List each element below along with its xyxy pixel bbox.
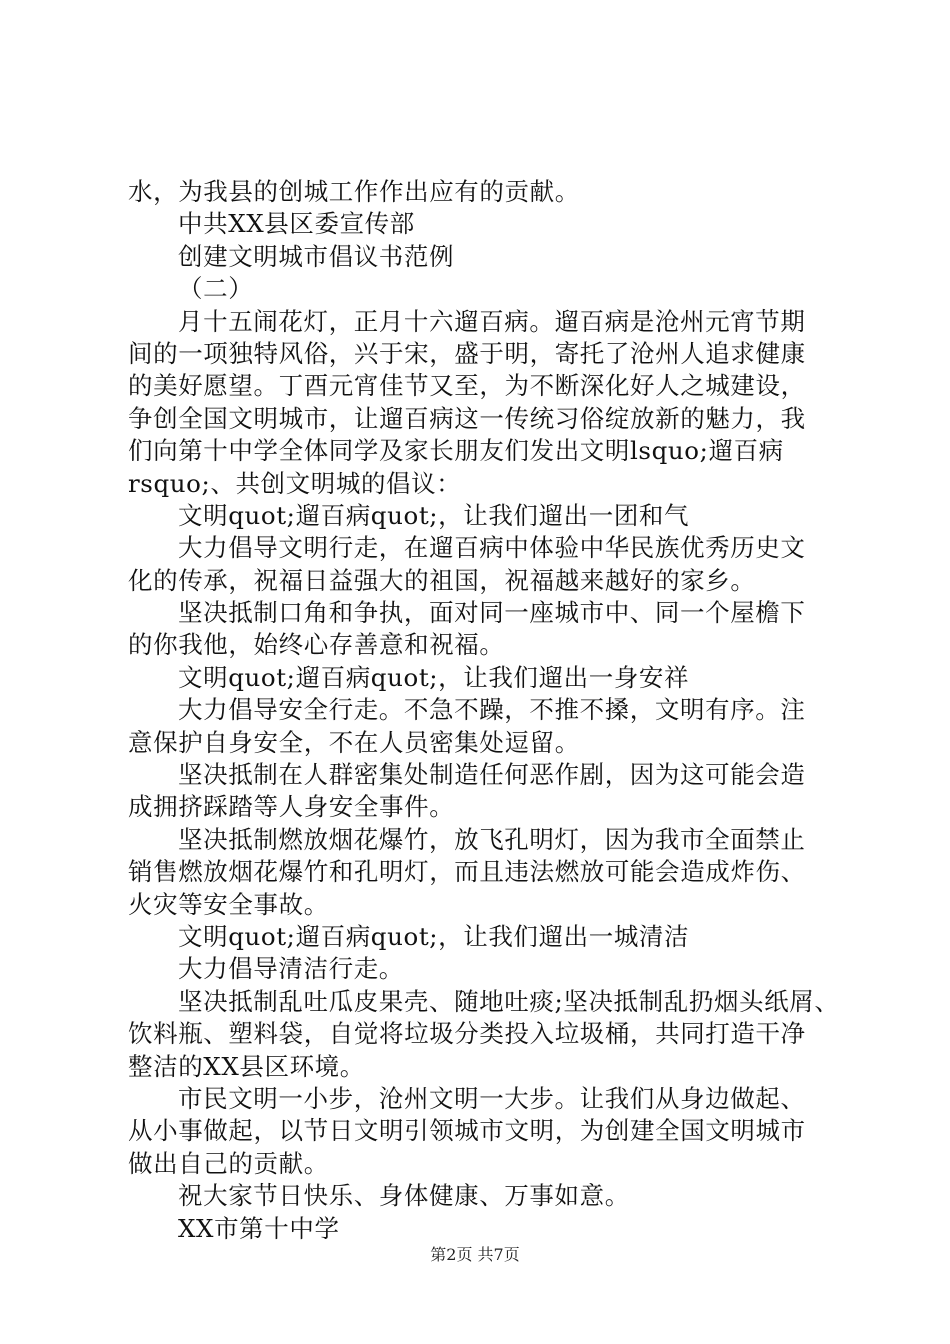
paragraph-line: 的你我他，始终心存善意和祝福。 <box>128 630 505 660</box>
signature-line: XX市第十中学 <box>178 1213 340 1243</box>
section-number: （二） <box>178 274 254 304</box>
subheading-line: 文明quot;遛百病quot;，让我们遛出一身安祥 <box>178 662 690 692</box>
subheading-line: 文明quot;遛百病quot;，让我们遛出一城清洁 <box>178 921 690 951</box>
paragraph-line: 月十五闹花灯，正月十六遛百病。遛百病是沧州元宵节期 <box>178 306 806 336</box>
paragraph-line: 意保护自身安全，不在人员密集处逗留。 <box>128 727 580 757</box>
paragraph-line: 间的一项独特风俗，兴于宋，盛于明，寄托了沧州人追求健康 <box>128 338 806 368</box>
issuer-line: 中共XX县区委宣传部 <box>178 209 415 239</box>
paragraph-line: 的美好愿望。丁酉元宵佳节又至，为不断深化好人之城建设， <box>128 371 806 401</box>
paragraph-line: 坚决抵制口角和争执，面对同一座城市中、同一个屋檐下 <box>178 598 806 628</box>
subheading-line: 文明quot;遛百病quot;，让我们遛出一团和气 <box>178 500 690 530</box>
paragraph-line: 成拥挤踩踏等人身安全事件。 <box>128 792 455 822</box>
paragraph-line: 做出自己的贡献。 <box>128 1148 329 1178</box>
paragraph-line: 整洁的XX县区环境。 <box>128 1051 365 1081</box>
body-line: 水，为我县的创城工作作出应有的贡献。 <box>128 177 580 206</box>
paragraph-line: 销售燃放烟花爆竹和孔明灯，而且违法燃放可能会造成炸伤、 <box>128 857 806 887</box>
paragraph-line: 坚决抵制在人群密集处制造任何恶作剧，因为这可能会造 <box>178 760 806 790</box>
paragraph-line: 坚决抵制乱吐瓜皮果壳、随地吐痰;坚决抵制乱扔烟头纸屑、 <box>178 986 840 1016</box>
paragraph-line: 市民文明一小步，沧州文明一大步。让我们从身边做起、 <box>178 1083 806 1113</box>
paragraph-line: 从小事做起，以节日文明引领城市文明，为创建全国文明城市 <box>128 1116 806 1146</box>
paragraph-line: 们向第十中学全体同学及家长朋友们发出文明lsquo;遛百病 <box>128 436 784 466</box>
document-body <box>128 176 840 1245</box>
paragraph-line: 火灾等安全事故。 <box>128 889 329 919</box>
paragraph-line: 争创全国文明城市，让遛百病这一传统习俗绽放新的魅力，我 <box>128 403 806 433</box>
paragraph-line: 化的传承，祝福日益强大的祖国，祝福越来越好的家乡。 <box>128 565 756 595</box>
paragraph-line: 坚决抵制燃放烟花爆竹，放飞孔明灯，因为我市全面禁止 <box>178 824 806 854</box>
page-number: 第2页 共7页 <box>430 1245 520 1264</box>
section-title: 创建文明城市倡议书范例 <box>178 241 455 271</box>
paragraph-line: 大力倡导清洁行走。 <box>178 954 404 984</box>
paragraph-line: 大力倡导文明行走，在遛百病中体验中华民族优秀历史文 <box>178 533 806 563</box>
paragraph-line: 饮料瓶、塑料袋，自觉将垃圾分类投入垃圾桶，共同打造干净 <box>128 1019 806 1049</box>
paragraph-line: 大力倡导安全行走。不急不躁，不推不搡，文明有序。注 <box>178 695 806 725</box>
closing-line: 祝大家节日快乐、身体健康、万事如意。 <box>178 1181 630 1211</box>
paragraph-line: rsquo;、共创文明城的倡议： <box>128 468 462 498</box>
